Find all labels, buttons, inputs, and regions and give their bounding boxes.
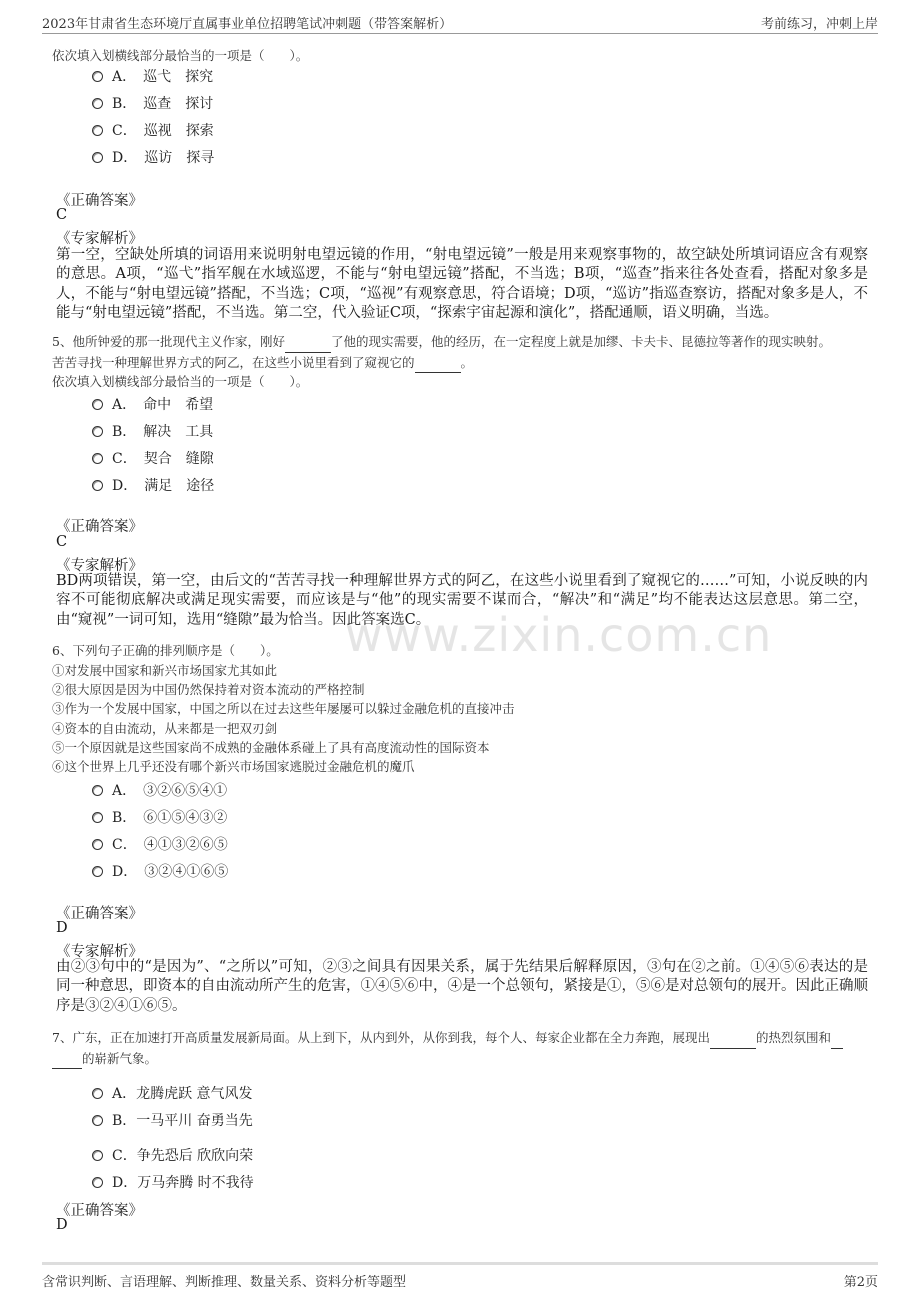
q7-stem: 7、广东，正在加速打开高质量发展新局面。从上到下，从内到外，从你到我，每个人、每家企业都在全力奔跑，展现出 的热烈氛围和 的崭新气象。 [52, 1028, 872, 1069]
q5-analysis: BD两项错误，第一空，由后文的“苦苦寻找一种理解世界方式的阿乙，在这些小说里看到了窥视它的……”可知，小说反映的内容不可能彻底解决或满足现实需要，而应该是与“他”的现实需要不谋而合，“解决”和“满足”均不能表达这层意思。第二空，由“窥视”一词可知，选用“缝隙”最为恰当。因此答案选C。 [56, 573, 868, 628]
q6-sentence-4: ④资本的自由流动，从来都是一把双刃剑 [52, 721, 278, 736]
q6-analysis: 由②③句中的“是因为”、“之所以”可知，②③之间具有因果关系，属于先结果后解释原因，③句在②之前。①④⑤⑥表达的是同一种意思，即资本的自由流动所产生的危害，①④⑤⑥中，④是一个总领句，紧接是①，⑤⑥是对总领句的展开。因此正确顺序是③②④①⑥⑤。 [56, 959, 868, 1014]
q5-analysis-label: 《专家解析》 [56, 558, 143, 574]
watermark: www.zixin.com.cn [345, 608, 773, 662]
q4-analysis-label: 《专家解析》 [56, 231, 143, 247]
page-number: 第2页 [843, 1275, 878, 1290]
radio-icon[interactable] [92, 812, 103, 823]
q6-option-c[interactable]: C． ④①③②⑥⑤ [92, 834, 228, 854]
radio-icon[interactable] [92, 1177, 103, 1188]
q4-answer-label: 《正确答案》 [56, 193, 143, 209]
q4-answer: C [56, 207, 68, 223]
q4-option-a[interactable]: A． 巡弋 探究 [92, 66, 213, 86]
q5-option-c[interactable]: C． 契合 缝隙 [92, 448, 214, 468]
q6-analysis-label: 《专家解析》 [56, 944, 143, 960]
q5-option-d[interactable]: D． 满足 途径 [92, 475, 214, 495]
q6-sentence-5: ⑤一个原因就是这些国家尚不成熟的金融体系碰上了具有高度流动性的国际资本 [52, 740, 490, 755]
q4-option-c[interactable]: C． 巡视 探索 [92, 120, 214, 140]
q5-answer: C [56, 534, 68, 550]
q5-answer-label: 《正确答案》 [56, 519, 143, 535]
radio-icon[interactable] [92, 426, 103, 437]
q7-option-d[interactable]: D．万马奔腾 时不我待 [92, 1172, 254, 1192]
q7-option-c[interactable]: C．争先恐后 欣欣向荣 [92, 1145, 253, 1165]
radio-icon[interactable] [92, 866, 103, 877]
radio-icon[interactable] [92, 453, 103, 464]
radio-icon[interactable] [92, 1115, 103, 1126]
q7-answer-label: 《正确答案》 [56, 1203, 143, 1219]
blank [415, 353, 461, 374]
q6-sentence-6: ⑥这个世界上几乎还没有哪个新兴市场国家逃脱过金融危机的魔爪 [52, 759, 415, 774]
radio-icon[interactable] [92, 152, 103, 163]
q6-option-b[interactable]: B． ⑥①⑤④③② [92, 807, 227, 827]
q4-option-b[interactable]: B． 巡查 探讨 [92, 93, 213, 113]
footer-note: 含常识判断、言语理解、判断推理、数量关系、资料分析等题型 [42, 1275, 407, 1290]
q6-sentence-3: ③作为一个发展中国家，中国之所以在过去这些年屡屡可以躲过金融危机的直接冲击 [52, 701, 515, 716]
q5-stem: 5、他所钟爱的那一批现代主义作家，刚好 了他的现实需要，他的经历，在一定程度上就是加缪、卡夫卡、昆德拉等著作的现实映射。 苦苦寻找一种理解世界方式的阿乙，在这些小说里看到了窥视它的 。 [52, 332, 872, 373]
radio-icon[interactable] [92, 480, 103, 491]
radio-icon[interactable] [92, 785, 103, 796]
blank [831, 1028, 843, 1049]
q5-option-a[interactable]: A． 命中 希望 [92, 394, 213, 414]
q6-sentence-1: ①对发展中国家和新兴市场国家尤其如此 [52, 663, 278, 678]
radio-icon[interactable] [92, 1150, 103, 1161]
q4-option-d[interactable]: D． 巡访 探寻 [92, 147, 214, 167]
q6-answer: D [56, 920, 68, 936]
radio-icon[interactable] [92, 71, 103, 82]
q5-option-b[interactable]: B． 解决 工具 [92, 421, 213, 441]
q4-analysis: 第一空，空缺处所填的词语用来说明射电望远镜的作用，“射电望远镜”一般是用来观察事物的，故空缺处所填词语应含有观察的意思。A项，“巡弋”指军舰在水域巡逻，不能与“射电望远镜”搭配，不当选；B项，“巡查”指来往各处查看，搭配对象多是人，不能与“射电望远镜”搭配，不当选；C项，“巡视”有观察意思，符合语境；D项，“巡访”指巡查察访，搭配对象多是人，不能与“射电望远镜”搭配，不当选。第二空，代入验证C项，“探索宇宙起源和演化”，搭配通顺，语义明确，当选。 [56, 247, 868, 322]
q7-option-a[interactable]: A．龙腾虎跃 意气风发 [92, 1083, 253, 1103]
q7-option-b[interactable]: B．一马平川 奋勇当先 [92, 1110, 253, 1130]
radio-icon[interactable] [92, 1088, 103, 1099]
blank [285, 332, 331, 353]
blank [52, 1049, 82, 1070]
radio-icon[interactable] [92, 98, 103, 109]
header-divider [42, 33, 878, 34]
footer-divider [42, 1262, 878, 1265]
q7-answer: D [56, 1217, 68, 1233]
blank [710, 1028, 756, 1049]
q6-sentence-2: ②很大原因是因为中国仍然保持着对资本流动的严格控制 [52, 682, 365, 697]
radio-icon[interactable] [92, 125, 103, 136]
q6-answer-label: 《正确答案》 [56, 906, 143, 922]
q6-stem: 6、下列句子正确的排列顺序是（ ）。 [52, 643, 279, 658]
document-title: 2023年甘肃省生态环境厅直属事业单位招聘笔试冲刺题（带答案解析） [42, 17, 453, 32]
q6-option-a[interactable]: A． ③②⑥⑤④① [92, 780, 227, 800]
radio-icon[interactable] [92, 839, 103, 850]
q5-instruction: 依次填入划横线部分最恰当的一项是（ ）。 [52, 374, 309, 389]
header-slogan: 考前练习，冲刺上岸 [760, 17, 878, 32]
q4-instruction: 依次填入划横线部分最恰当的一项是（ ）。 [52, 48, 309, 63]
q6-option-d[interactable]: D． ③②④①⑥⑤ [92, 861, 228, 881]
radio-icon[interactable] [92, 399, 103, 410]
